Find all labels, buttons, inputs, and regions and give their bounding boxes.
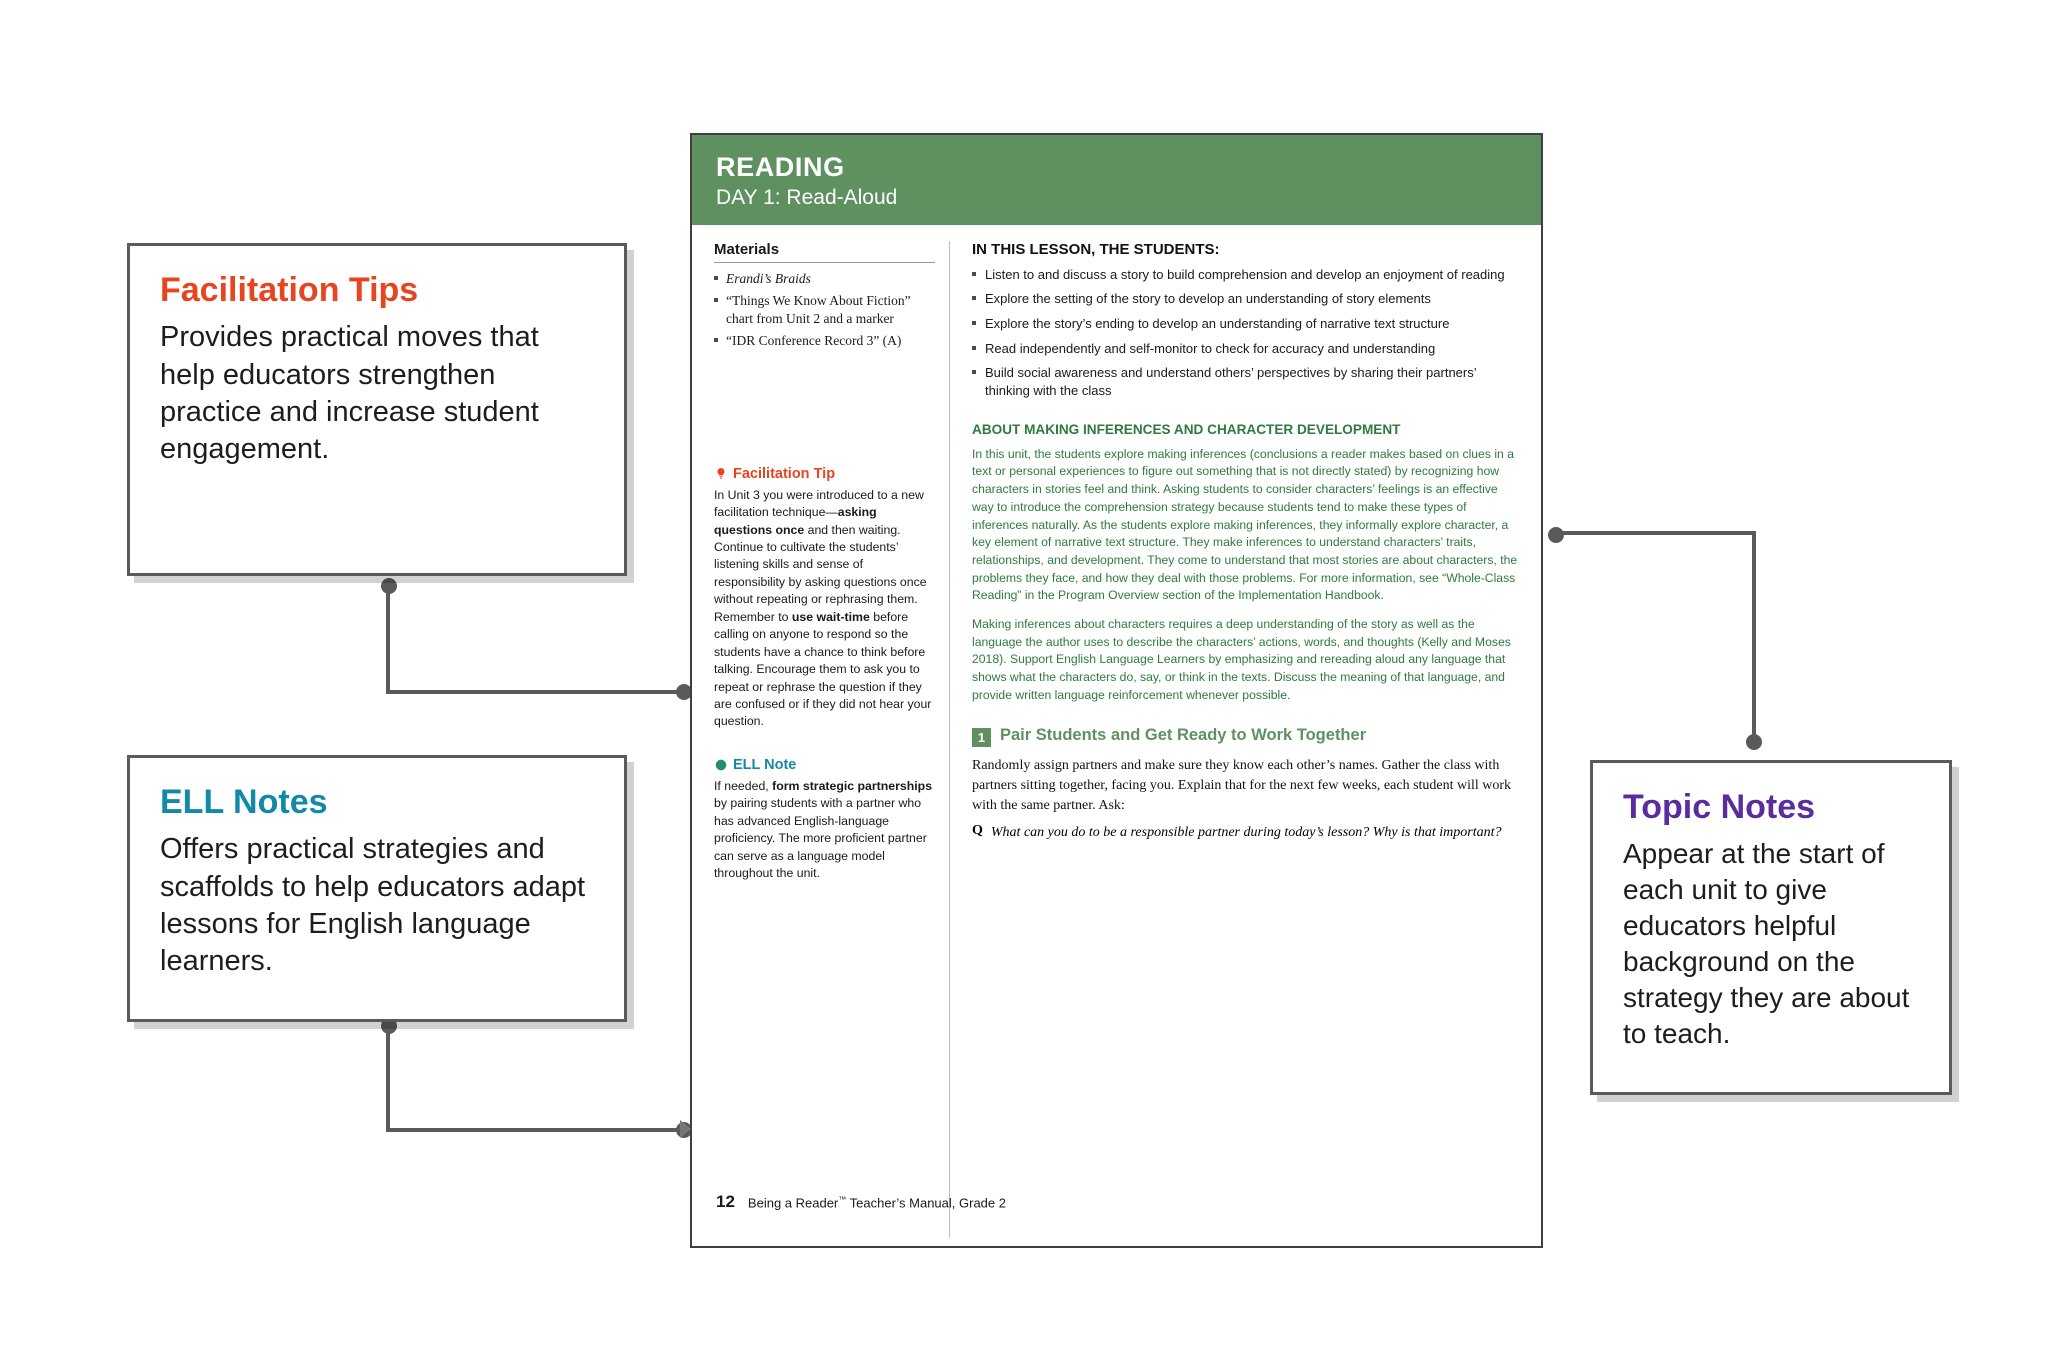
main-column: [950, 241, 1521, 1238]
globe-icon: [714, 758, 728, 772]
materials-list: [714, 270, 935, 350]
page-header-title: READING: [716, 152, 845, 182]
step-title: Pair Students and Get Ready to Work Together: [1000, 726, 1367, 745]
pointer-arrow-icon: [680, 1120, 691, 1138]
facilitation-tip-text: In Unit 3 you were introduced to a new facilitation technique—asking questions once and then waiting. Continue to cultivate the students’ listening skills and sense of responsibility by asking questions once without repeating or rephrasing them. Remember to use wait-time before calling on anyone to respond so the students have a chance to think before talking. Encourage them to ask you to repeat or rephrase the question if they are confused or if they did not hear your question.: [714, 487, 932, 729]
question-letter: Q: [972, 823, 983, 839]
step-question: [972, 823, 1521, 843]
connector-line-topic-vertical: [1752, 531, 1756, 742]
callout-topic-body: Appear at the start of each unit to give educators helpful background on the strategy they are about to teach.: [1623, 838, 1910, 1049]
facilitation-tip-block: [714, 466, 935, 731]
list-item: Build social awareness and understand others’ perspectives by sharing their partners’ thinking with the class: [972, 364, 1521, 399]
materials-heading: Materials: [714, 241, 935, 263]
page-footer: [716, 1192, 1006, 1212]
callout-facilitation-body: Provides practical moves that help educators strengthen practice and increase student engagement.: [160, 321, 539, 465]
textbook-page: [690, 133, 1543, 1248]
connector-line-facilitation-horizontal: [386, 690, 684, 694]
facilitation-tip-label: Facilitation Tip: [733, 465, 836, 482]
facilitation-tip-header: [714, 466, 935, 482]
connector-dot-topic-end: [1746, 734, 1762, 750]
page-header: [692, 135, 1541, 225]
callout-ell-title: ELL Notes: [160, 783, 328, 821]
list-item: “Things We Know About Fiction” chart from Unit 2 and a marker: [714, 292, 935, 328]
question-text: What can you do to be a responsible partner during today’s lesson? Why is that important?: [990, 825, 1502, 841]
topic-note-paragraph: Making inferences about characters requires a deep understanding of the story as well as the language the author uses to describe the characters’ actions, words, and thoughts (Kelly and Moses 2018). Support English Language Learners by emphasizing and rereading aloud any language that shows what the characters do, say, or think in the texts. Discuss the meaning of that language, and provide written language reinforcement whenever possible.: [972, 616, 1511, 702]
connector-line-ell-horizontal: [386, 1128, 684, 1132]
callout-topic-title: Topic Notes: [1623, 788, 1816, 826]
step-number-badge: 1: [972, 728, 991, 747]
list-item: “IDR Conference Record 3” (A): [714, 332, 935, 350]
list-item: Read independently and self-monitor to check for accuracy and understanding: [972, 340, 1521, 358]
ell-note-block: [714, 757, 935, 883]
list-item: Listen to and discuss a story to build comprehension and develop an enjoyment of reading: [972, 266, 1521, 284]
callout-facilitation-title: Facilitation Tips: [160, 271, 419, 309]
topic-note-paragraph: In this unit, the students explore making inferences (conclusions a reader makes based on clues in a text or personal experiences to figure out something that is not directly stated) by recognizing how characters in stories feel and think. Asking students to consider characters’ feelings is an effective way to introduce the comprehension strategy because students tend to make these types of inferences naturally. As the students explore making inferences, they informally explore character, a key element of narrative text structure. They make inferences to understand characters’ traits, relationships, and development. They come to understand that most stories are about characters, the problems they face, and how they deal with those problems. For more information, see “Whole-Class Reading” in the Program Overview section of the Implementation Handbook.: [972, 446, 1518, 603]
page-header-subtitle: DAY 1: Read-Aloud: [716, 185, 898, 209]
connector-line-ell-vertical: [386, 1026, 390, 1131]
topic-note-title: ABOUT MAKING INFERENCES AND CHARACTER DEVELOPMENT: [972, 421, 1401, 437]
lightbulb-icon: [714, 467, 728, 481]
footer-rest: Teacher’s Manual, Grade 2: [846, 1195, 1006, 1210]
list-item: Erandi’s Braids: [714, 270, 935, 288]
ell-note-text: If needed, form strategic partnerships by pairing students with a partner who has advanced English-language proficiency. The more proficient partner can serve as a language model throughout the unit.: [714, 778, 933, 881]
lesson-step-1: [972, 726, 1521, 747]
callout-topic-notes: [1590, 760, 1952, 1095]
lesson-heading: IN THIS LESSON, THE STUDENTS:: [972, 240, 1220, 258]
connector-line-facilitation-vertical: [386, 586, 390, 693]
footer-title: Being a Reader: [747, 1195, 839, 1210]
callout-ell-body: Offers practical strategies and scaffolds to help educators adapt lessons for English language learners.: [160, 833, 586, 977]
ell-note-header: [714, 757, 935, 773]
step-body-text: Randomly assign partners and make sure they know each other’s names. Gather the class with partners sitting together, facing you. Explain that for the next few weeks, each student will work with the same partner. Ask:: [972, 758, 1512, 813]
list-item: Explore the story’s ending to develop an understanding of narrative text structure: [972, 315, 1521, 333]
sidebar-column: [714, 241, 950, 1238]
connector-dot-topic-page: [1548, 527, 1564, 543]
callout-ell-notes: [127, 755, 627, 1022]
callout-facilitation-tips: [127, 243, 627, 576]
page-number: 12: [716, 1192, 735, 1211]
lesson-objectives-list: [972, 266, 1521, 400]
page-body: [692, 225, 1541, 1238]
connector-line-topic-horizontal: [1556, 531, 1756, 535]
trademark-symbol: ™: [838, 1194, 847, 1204]
ell-note-label: ELL Note: [733, 756, 797, 773]
footer-text: [748, 1195, 1006, 1210]
list-item: Explore the setting of the story to develop an understanding of story elements: [972, 290, 1521, 308]
